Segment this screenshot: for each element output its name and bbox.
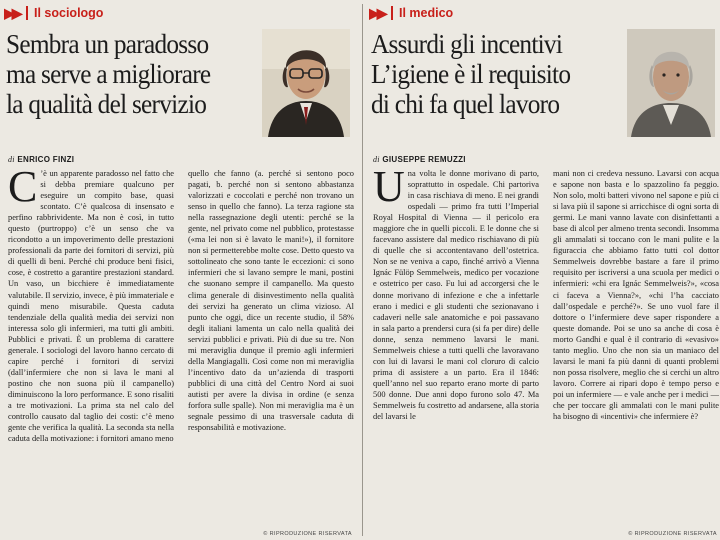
column-divider [362,4,363,536]
headline [371,29,615,119]
author-name: GIUSEPPE REMUZZI [382,155,466,164]
copyright-note: © RIPRODUZIONE RISERVATA [263,531,352,537]
headline-row [4,23,358,141]
headline-row [369,23,720,141]
text-column [8,168,174,526]
article-body [373,168,719,524]
column-text: quello che fanno (a. perché si sentono poco pagati, b. perché non si sentono abbastanza valorizzati e coccolati e perché non trovano un senso in quello che fanno). La terza ragione sta nella rassegnazione degli utenti: perché se la gente, nel privato come nel pubblico, protestasse («ma lei non si è lavato le mani!»), il fornitore non si permetterebbe molte cose. Detto questo va sottolineato che sono tante le eccezioni: ci sono infermieri che si lavano sempre le mani, postini che suonano sempre il campanello. Ma questo clima generale di disinvestimento nella qualità dei servizi ha generato un clima vizioso. Al punto che oggi, dice un recente studio, il 58% degli italiani lamenta un calo nella qualità dei servizi pubblici e privati. Più di due su tre. Non mi meraviglia dunque il premio agli infermieri della Mangiagalli. Così come non mi meraviglia l’incentivo dato da un’azienda di trasporti pubblici di una città del Centro Nord ai suoi autisti per avere la divisa in ordine (e senza forfora sulle spalle). Non mi meraviglia ma è un segnale pessimo di una trasversale caduta di responsabilità e motivazione. [188,169,354,433]
section-header [369,3,720,23]
article-doctor [369,0,720,540]
headline-line: di chi fa quel lavoro [371,88,560,119]
column-text: ’è un apparente paradosso nel fatto che si debba premiare qualcuno per eseguire un compito base, quasi scontato. C’è qualcosa di insensato e perfino rabbrividente. Ma non è così, in tutto questo (purtroppo) c’è un senso che va ricondotto a un impoverimento delle prestazioni professionali da parte dei fornitori di servizi, più di quelli di beni. Perché chi produce beni fisici, cose, è costretto a garantire prestazioni standard. Un vaso, un bicchiere è immediatamente valutabile. Il servizio, invece, è più immateriale e quindi meno misurabile. Questa caduta tendenziale della qualità media dei servizi non interessa solo gli infermieri, ma tutti gli ambiti. Pubblici e privati. È un problema di carattere generale. I sociologi del lavoro hanno cercato di capire perché i fornitori di servizi (dall’infermiere che non si lava le mani al postino che non suona più il campanello) diminuiscono la loro performance. E sono risaliti a tre motivazioni. La prima sta nel calo del controllo causato dal taglio dei costi: c’è meno gente che verifica la qualità. La seconda sta nella caduta della motivazione: i fornitori amano meno [8,169,174,444]
author-portrait [627,29,715,137]
headline-line: la qualità del servizio [6,88,207,119]
byline-prefix: di [373,155,380,164]
column-text: na volta le donne morivano di parto, soprattutto in ospedale. Chi partoriva in casa rischiava di meno. E nei grandi ospedali — primo fra tutti l’Imperial Royal Hospital di Vienna — il pericolo era maggiore che in quelli piccoli. E le donne che si facevano assistere dal medico rischiavano di più di quelle che si accontentavano dell’ostetrica. Non se ne veniva a capo, finché arrivò a Vienna Ignác Fülöp Semmelweis, medico per vocazione e ostetrico per caso. Fu lui ad accorgersi che le donne morivano di infezione e che a infettarle erano i medici e gli studenti che sezionavano i cadaveri nelle sale anatomiche e poi passavano in sala parto a prendersi cura (si fa per dire) delle donne, senza nemmeno lavarsi le mani. Semmelweis chiese a tutti quelli che lavoravano con lui di lavarsi le mani col cloruro di calcio prima di assistere a un parto. Era il 1846: quell’anno nel suo reparto erano morte di parto 500 donne. Due anni dopo furono solo 47. Ma Semmelweis fu costretto ad andarsene, alla storia del lavarsi le [373,169,539,422]
headline [6,29,250,119]
article-sociologist [4,0,358,540]
author-portrait [262,29,350,137]
headline-line: L’igiene è il requisito [371,58,571,89]
text-column [373,168,539,526]
headline-line: ma serve a migliorare [6,58,211,89]
section-label: Il medico [391,6,453,20]
copyright-note: © RIPRODUZIONE RISERVATA [628,531,717,537]
text-column [188,168,354,526]
author-name: ENRICO FINZI [17,155,75,164]
byline [373,155,720,167]
dropcap: U [373,168,405,211]
byline [8,155,358,167]
section-label: Il sociologo [26,6,103,20]
column-text: mani non ci credeva nessuno. Lavarsi con acqua e sapone non basta e lo spazzolino fa peggio. Non solo, molti batteri vivono nel sapone e più ci si lava più il sapone si arricchisce di ogni sorta di germi. Le mani vanno lavate con disinfettanti a base di alcol per almeno trenta secondi. Insomma gli ammalati si toccano con le mani pulite e la figuraccia che abbiamo fatto tutti col dottor Semmelweis dovrebbe bastare a fare il primo requisito per iscriversi a una scuola per medici o infermieri: «chi era Ignác Semmelweis?», «cosa ci faceva a Vienna?», «chi l’ha cacciato dall’ospedale e perché?». Se uno vuol fare il dottore o l’infermiere deve saper rispondere a queste domande. Poi se uno sa anche di cosa è morto Gandhi e qual è il contrario di «evasivo» tanto meglio. Uno che non sia un maniaco del lavarsi le mani fa più danni di quanti problemi non possa risolvere, meglio che si cerchi un altro lavoro. Correre ai ripari dopo è tempo perso e poi un infermiere — e vale anche per i medici — che per toccare gli ammalati con le mani pulite ha bisogno di «incentivi» che infermiere è? [553,169,719,422]
text-column [553,168,719,526]
dropcap: C [8,168,38,211]
headline-line: Sembra un paradosso [6,28,209,59]
article-body [8,168,354,524]
byline-prefix: di [8,155,15,164]
double-chevron-icon: ▶▶ [369,4,385,21]
section-header [4,3,358,23]
double-chevron-icon: ▶▶ [4,4,20,21]
headline-line: Assurdi gli incentivi [371,28,563,59]
